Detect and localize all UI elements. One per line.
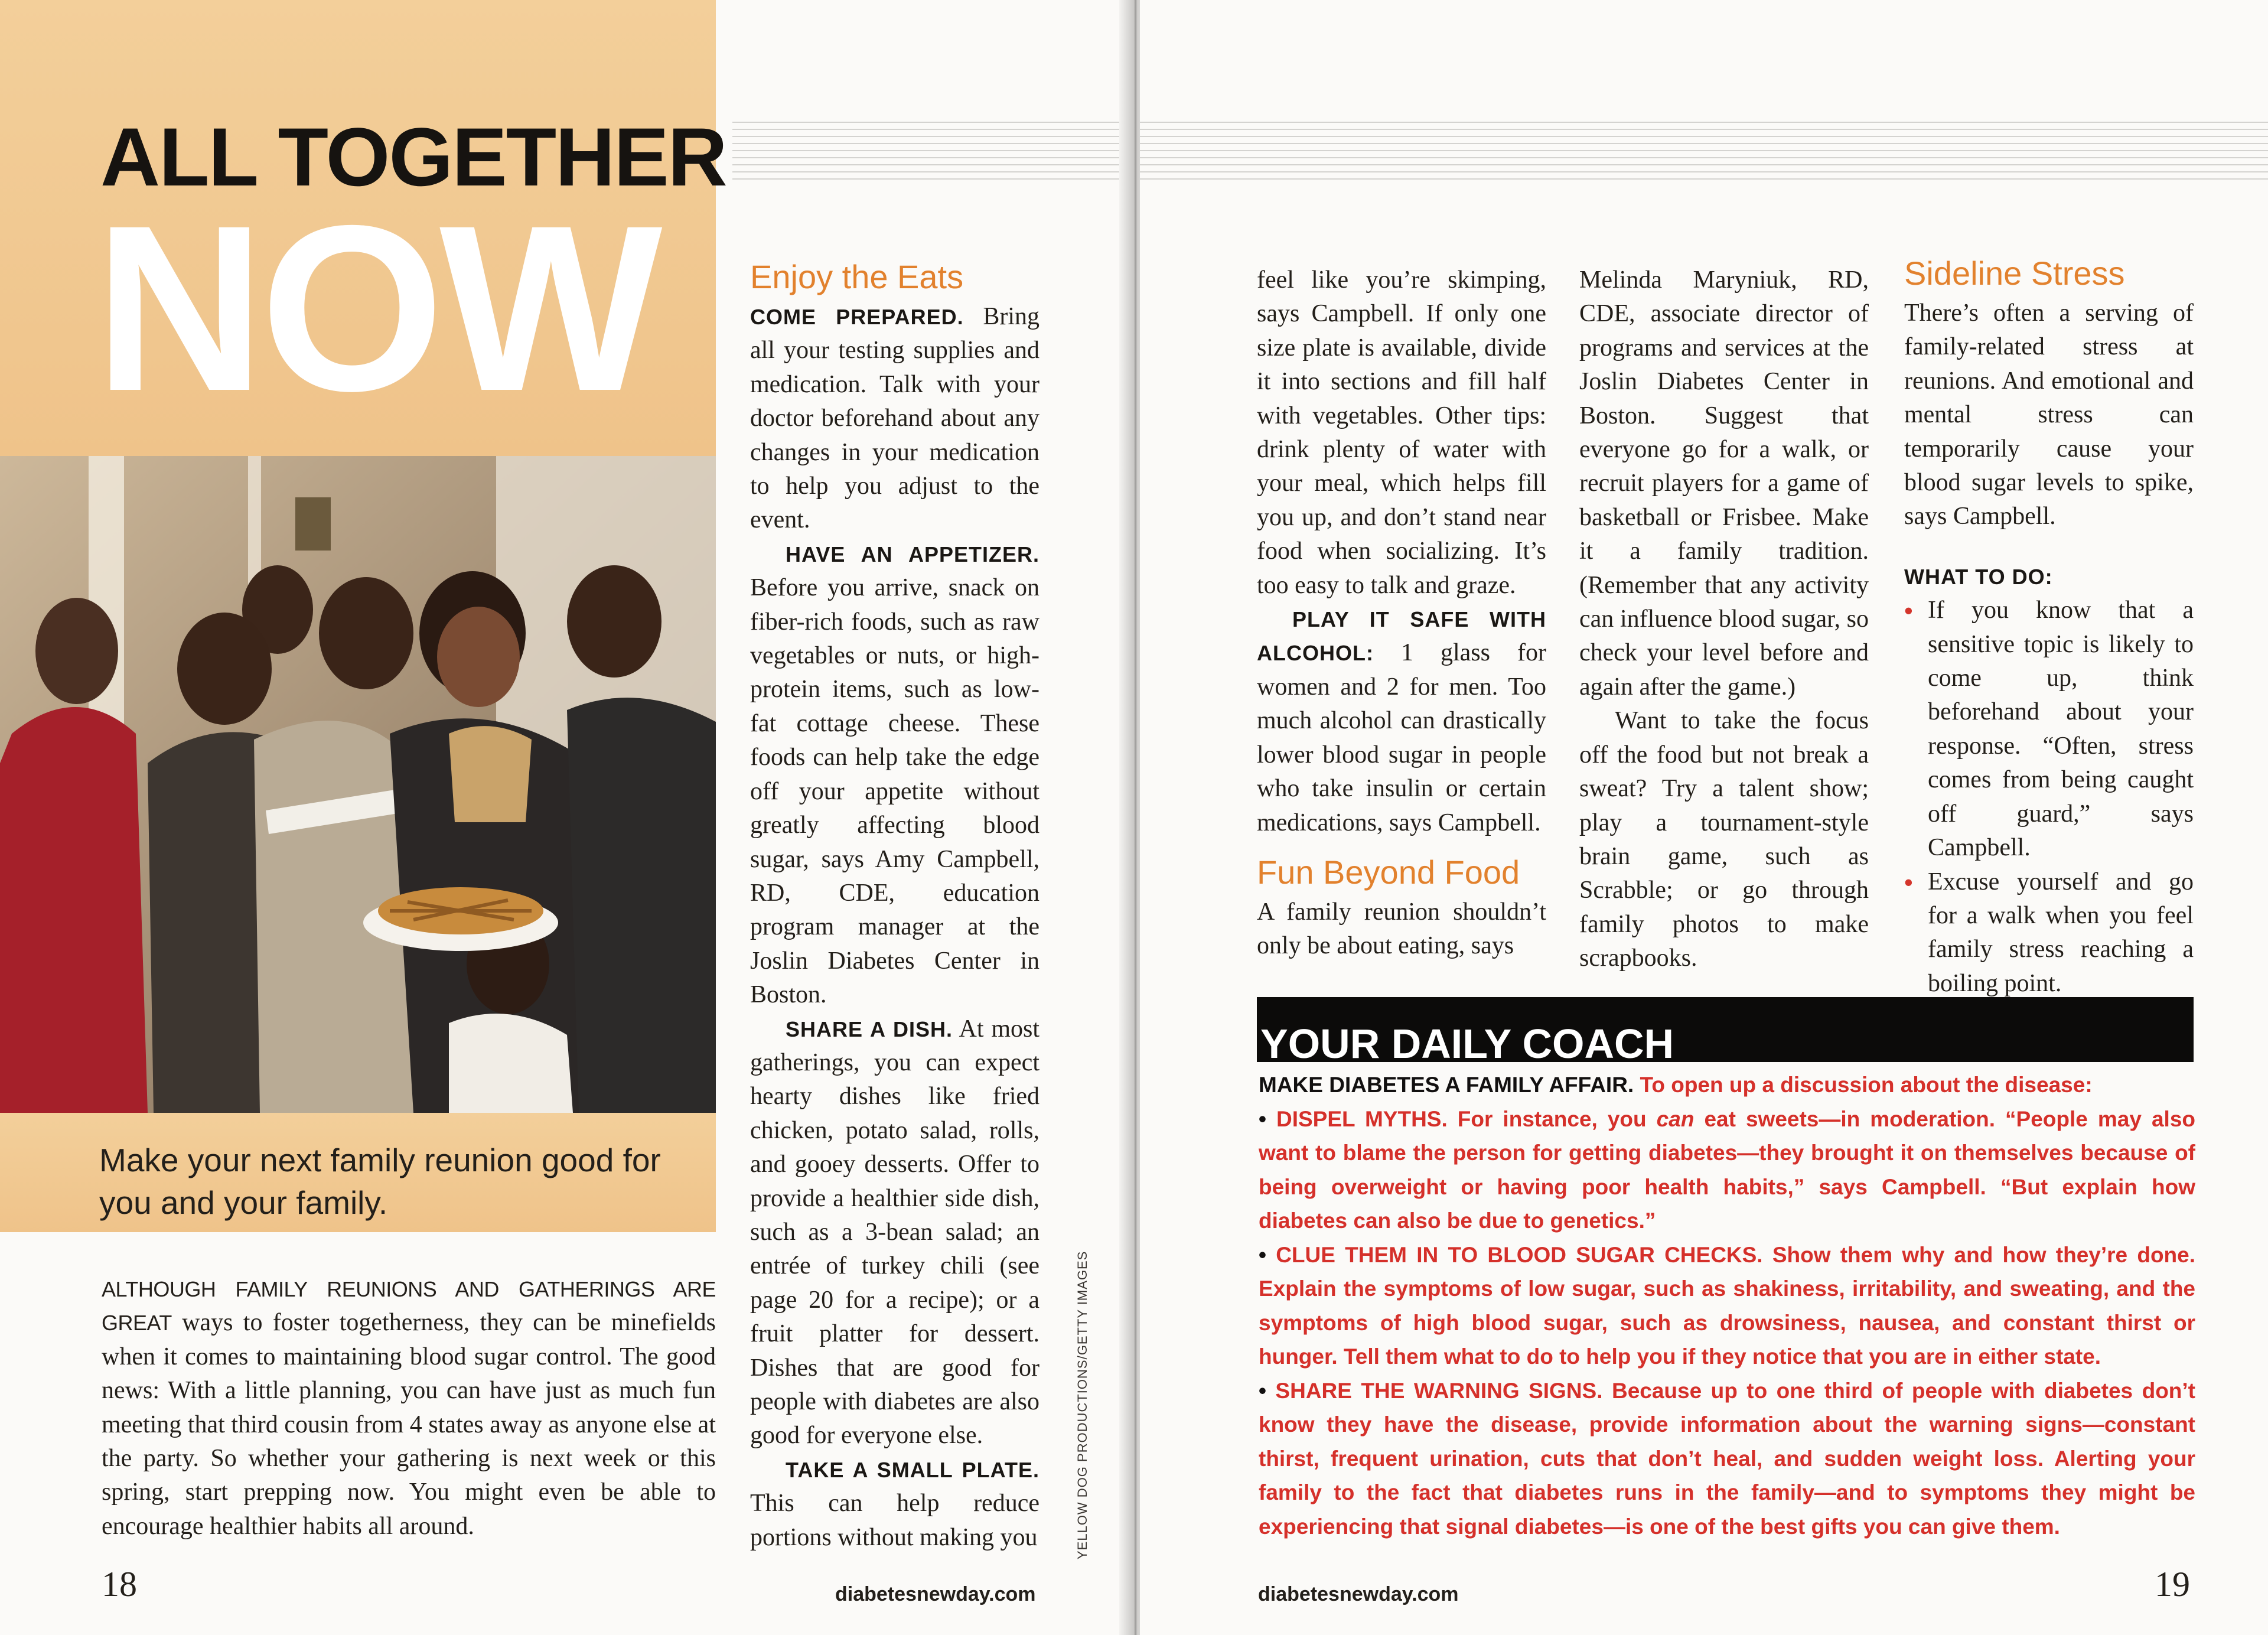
text-fun-beyond-food: A family reunion shouldn’t only be about eating, says [1257, 898, 1546, 960]
column-sideline-stress [1904, 254, 2194, 1001]
tip-share-a-dish [750, 1012, 1040, 1453]
page-number-right: 19 [2155, 1565, 2190, 1604]
intro-lead: ALTHOUGH FAMILY REUNIONS AND GATHERINGS ARE GREAT [102, 1277, 716, 1336]
what-to-do-list [1904, 594, 2194, 1001]
coach-bullet-label: DISPEL MYTHS. [1266, 1106, 1448, 1131]
column-enjoy-the-eats [750, 258, 1040, 1555]
heading-fun-beyond-food: Fun Beyond Food [1257, 853, 1520, 891]
coach-title: YOUR DAILY COACH [1260, 1021, 1674, 1067]
bullet-dot-icon: • [1259, 1378, 1266, 1403]
coach-lead-label: MAKE DIABETES A FAMILY AFFAIR. [1259, 1073, 1634, 1097]
text-share-a-dish: At most gatherings, you can expect hearty dishes like fried chicken, potato salad, rolls, and gooey desserts. Offer to provide a healthier side dish, such as a 3-bean salad; an entrée of turkey chili (see page 20 for a recipe); or a fruit platter for dessert. Dishes that are good for people with diabetes are also good for everyone else. [750, 1015, 1040, 1450]
spacer [1904, 534, 2194, 560]
photo-credit: YELLOW DOG PRODUCTIONS/GETTY IMAGES [1075, 1250, 1090, 1559]
photo-illustration [0, 456, 716, 1113]
tip-take-a-small-plate [750, 1453, 1040, 1555]
website-left: diabetesnewday.com [835, 1583, 1036, 1605]
page-number-left: 18 [102, 1565, 137, 1604]
left-page [0, 0, 1128, 1635]
text-small-plate-continued: feel like you’re skimping, says Campbell. If only one size plate is available, divide it into sections and fill half with vegetables. Other tips: drink plenty of water with your meal, which helps fill you up, and don’t stand near food when socializing. It’s too easy to talk and graze. [1257, 266, 1546, 599]
tip-play-it-safe [1257, 602, 1546, 840]
list-item [1904, 865, 2194, 1001]
coach-bullet-text: eat sweets—in moderation. “People may also want to blame the person for getting diabetes—they brought it on themselves because of being overweight or having poor health habits,” says Campbell. “But explain how diabetes can also be due to genetics.” [1259, 1106, 2196, 1233]
family-reunion-photo [0, 456, 716, 1113]
label-come-prepared: COME PREPARED. [750, 305, 964, 329]
decorative-rules-right [1140, 122, 2268, 185]
label-share-a-dish: SHARE A DISH. [786, 1017, 953, 1041]
column-portions-alcohol [1257, 263, 1546, 963]
article-title-line2: NOW [94, 176, 658, 440]
coach-bullet-blood-sugar-checks [1259, 1238, 2195, 1374]
heading-enjoy-the-eats: Enjoy the Eats [750, 258, 964, 295]
spacer [1257, 840, 1546, 853]
heading-sideline-stress: Sideline Stress [1904, 255, 2125, 292]
coach-lead-text: To open up a discussion about the disease: [1634, 1073, 2093, 1097]
text-take-a-small-plate: This can help reduce portions without making you [750, 1490, 1040, 1551]
intro-paragraph [102, 1272, 716, 1543]
tip-have-an-appetizer [750, 538, 1040, 1012]
coach-bullet-text: Because up to one third of people with diabetes don’t know they have the disease, provide information about the warning signs—constant thirst, frequent urination, cuts that don’t heal, and sudden weight loss. Alerting your family to the fact that diabetes runs in the family—and to symptoms they might be experiencing that signal diabetes—is one of the best gifts you can give them. [1259, 1378, 2195, 1539]
coach-bullet-label: SHARE THE WARNING SIGNS. [1266, 1378, 1603, 1403]
bullet-dot-icon: • [1259, 1106, 1266, 1131]
label-what-to-do: WHAT TO DO: [1904, 564, 2053, 589]
daily-coach-box [1259, 1068, 2195, 1543]
coach-bullet-text: For instance, you [1447, 1106, 1657, 1131]
decorative-rules-left [732, 122, 1128, 185]
coach-bullet-warning-signs [1259, 1374, 2195, 1544]
bullet-dot-icon: • [1904, 868, 1913, 896]
website-right: diabetesnewday.com [1258, 1583, 1459, 1605]
text-come-prepared: Bring all your testing supplies and medication. Talk with your doctor beforehand about any changes in your medication to help you adjust to the event. [750, 303, 1040, 534]
text-sideline-stress: There’s often a serving of family-related stress at reunions. And emotional and mental stress can temporarily cause your blood sugar levels to spike, says Campbell. [1904, 299, 2194, 530]
list-item [1904, 594, 2194, 865]
text-have-an-appetizer: Before you arrive, snack on fiber-rich foods, such as raw vegetables or nuts, or high-protein items, such as low-fat cottage cheese. These foods can help take the edge off your appetite without greatly affecting blood sugar, says Amy Campbell, RD, CDE, education program manager at the Joslin Diabetes Center in Boston. [750, 574, 1040, 1009]
coach-bullet-text: Show them why and how they’re done. Explain the symptoms of low sugar, such as shakiness, irritability, and sweating, and the symptoms of high blood sugar, such as drowsiness, nausea, and constant thirst or hunger. Tell them what to do to help you if they notice that you are in either state. [1259, 1242, 2195, 1369]
coach-bullet-dispel-myths [1259, 1102, 2195, 1238]
coach-lead [1259, 1068, 2195, 1102]
bullet-text: If you know that a sensitive topic is likely to come up, think beforehand about your response. “Often, stress comes from being caught off guard,” says Campbell. [1928, 597, 2194, 862]
column-activities [1579, 263, 1869, 976]
coach-bullet-label: CLUE THEM IN TO BLOOD SUGAR CHECKS. [1266, 1242, 1763, 1267]
label-play-it-safe: PLAY IT SAFE WITH ALCOHOL: [1257, 607, 1546, 666]
article-title-line1: ALL TOGETHER [100, 110, 726, 203]
text-play-it-safe: 1 glass for women and 2 for men. Too much alcohol can drastically lower blood sugar in people who take insulin or certain medications, says Campbell. [1257, 639, 1546, 836]
text-talent-show: Want to take the focus off the food but not break a sweat? Try a talent show; play a tournament-style brain game, such as Scrabble; or go through family photos to make scrapbooks. [1579, 707, 1869, 972]
text-activities: Melinda Maryniuk, RD, CDE, associate director of programs and services at the Joslin Diabetes Center in Boston. Suggest that everyone go for a walk, or recruit players for a game of basketball or Frisbee. Make it a family tradition. (Remember that any activity can influence blood sugar, so check your level before and again after the game.) [1579, 266, 1869, 701]
intro-body: ways to foster togetherness, they can be minefields when it comes to maintaining blood sugar control. The good news: With a little planning, you can have just as much fun meeting that third cousin from 4 states away as anyone else at the party. So whether your gathering is next week or this spring, start prepping now. You might even be able to encourage healthier habits all around. [102, 1309, 716, 1540]
tip-come-prepared [750, 300, 1040, 538]
label-have-an-appetizer: HAVE AN APPETIZER. [786, 542, 1040, 566]
label-take-a-small-plate: TAKE A SMALL PLATE. [786, 1457, 1040, 1482]
bullet-dot-icon: • [1904, 597, 1913, 625]
coach-bullet-emphasis: can [1656, 1106, 1695, 1131]
bullet-text: Excuse yourself and go for a walk when you feel family stress reaching a boiling point. [1928, 868, 2194, 997]
bullet-dot-icon: • [1259, 1242, 1266, 1267]
photo-caption: Make your next family reunion good for you and your family. [99, 1142, 661, 1221]
